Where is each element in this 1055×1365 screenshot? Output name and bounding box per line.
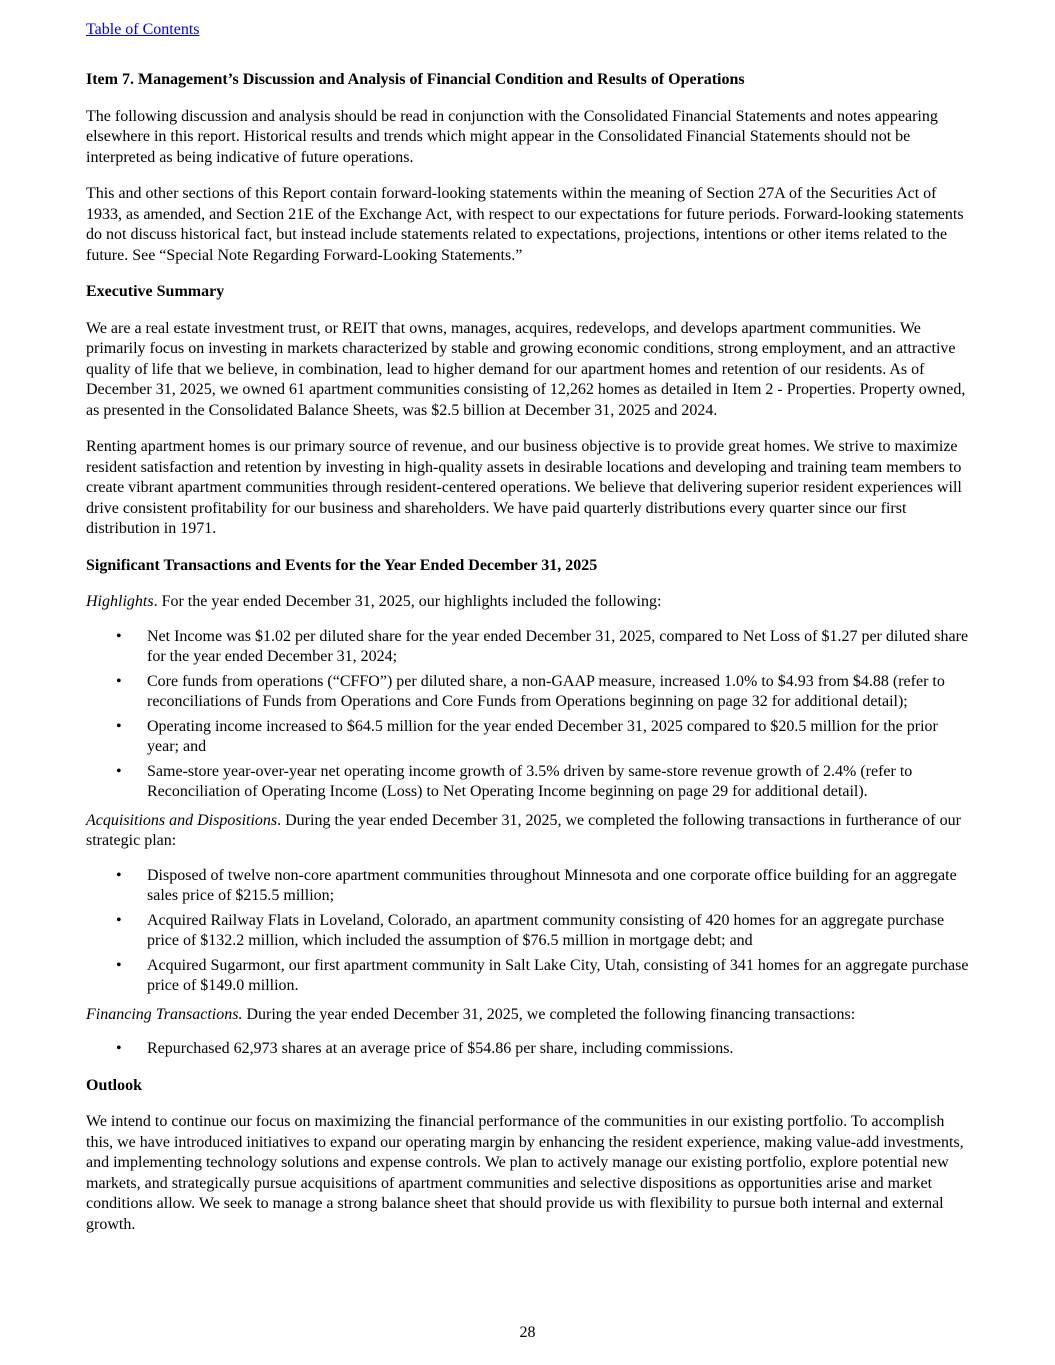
- list-item: [86, 1039, 970, 1060]
- acquisitions-intro-text: . During the year ended December 31, 2025, we completed the following transactions in furtherance of our strategic plan:: [86, 811, 961, 849]
- acquisitions-intro: [86, 811, 970, 852]
- financing-intro: [86, 1005, 970, 1026]
- page-content: [86, 70, 970, 1251]
- financing-list: [86, 1039, 970, 1060]
- list-item-text: Core funds from operations (“CFFO”) per diluted share, a non-GAAP measure, increased 1.0% to $4.93 from $4.88 (refer to reconciliations of Funds from Operations and Core Funds from Operations beginning on page 32 for additional detail);: [147, 672, 945, 710]
- list-item-text: Operating income increased to $64.5 million for the year ended December 31, 2025 compared to $20.5 million for the prior year; and: [147, 717, 938, 755]
- acquisitions-list: [86, 866, 970, 997]
- highlights-list: [86, 627, 970, 803]
- list-item-text: Repurchased 62,973 shares at an average price of $54.86 per share, including commissions.: [147, 1040, 734, 1057]
- significant-transactions-heading: Significant Transactions and Events for the Year Ended December 31, 2025: [86, 556, 598, 574]
- item7-intro-paragraph: The following discussion and analysis should be read in conjunction with the Consolidated Financial Statements and notes appearing elsewhere in this report. Historical results and trends which might appear in the Consolidated Financial Statements should not be interpreted as being indicative of future operations.: [86, 107, 938, 166]
- highlights-intro-text: . For the year ended December 31, 2025, our highlights included the following:: [153, 593, 662, 610]
- executive-summary-heading: Executive Summary: [86, 283, 225, 300]
- list-item-text: Acquired Sugarmont, our first apartment community in Salt Lake City, Utah, consisting of 341 homes for an aggregate purchase price of $149.0 million.: [147, 956, 969, 994]
- list-item: [86, 672, 970, 713]
- bullet-icon: •: [116, 911, 122, 929]
- executive-summary-paragraph-1: We are a real estate investment trust, or REIT that owns, manages, acquires, redevelops, and develops apartment communities. We primarily focus on investing in markets characterized by stable and growing economic conditions, strong employment, and an attractive quality of life that we believe, in combination, lead to higher demand for our apartment homes and retention of our residents. As of December 31, 2025, we owned 61 apartment communities consisting of 12,262 homes as detailed in Item 2 - Properties. Property owned, as presented in the Consolidated Balance Sheets, was $2.5 billion at December 31, 2025 and 2024.: [86, 319, 966, 419]
- bullet-icon: •: [116, 1040, 122, 1057]
- page-number: 28: [519, 1324, 536, 1341]
- list-item: [86, 866, 970, 907]
- financing-intro-text: During the year ended December 31, 2025, we completed the following financing transactions:: [242, 1005, 856, 1023]
- acquisitions-label: Acquisitions and Dispositions: [86, 811, 278, 829]
- list-item: [86, 911, 970, 952]
- list-item-text: Net Income was $1.02 per diluted share for the year ended December 31, 2025, compared to Net Loss of $1.27 per diluted share for the year ended December 31, 2024;: [147, 627, 969, 665]
- highlights-intro: [86, 592, 970, 613]
- executive-summary-paragraph-2: Renting apartment homes is our primary source of revenue, and our business objective is to provide great homes. We strive to maximize resident satisfaction and retention by investing in high-quality assets in desirable locations and developing and training team members to create vibrant apartment communities through resident-centered operations. We believe that delivering superior resident experiences will drive consistent profitability for our business and shareholders. We have paid quarterly distributions every quarter since our first distribution in 1971.: [86, 438, 962, 537]
- forward-looking-paragraph: This and other sections of this Report contain forward-looking statements within the meaning of Section 27A of the Securities Act of 1933, as amended, and Section 21E of the Exchange Act, with respect to our expectations for future periods. Forward-looking statements do not discuss historical fact, but instead include statements related to expectations, projections, intentions or other items related to the future. See “Special Note Regarding Forward-Looking Statements.”: [86, 185, 964, 264]
- bullet-icon: •: [116, 672, 122, 690]
- outlook-heading: Outlook: [86, 1076, 143, 1094]
- list-item: [86, 717, 970, 758]
- bullet-icon: •: [116, 762, 122, 780]
- bullet-icon: •: [116, 627, 122, 645]
- list-item: [86, 627, 970, 668]
- list-item-text: Disposed of twelve non-core apartment communities throughout Minnesota and one corporate office building for an aggregate sales price of $215.5 million;: [147, 866, 957, 904]
- list-item-text: Same-store year-over-year net operating income growth of 3.5% driven by same-store revenue growth of 2.4% (refer to Reconciliation of Operating Income (Loss) to Net Operating Income beginning on page 29 for additional detail).: [147, 762, 913, 800]
- highlights-label: Highlights: [86, 593, 154, 610]
- financing-label: Financing Transactions.: [86, 1005, 243, 1023]
- bullet-icon: •: [116, 717, 122, 735]
- list-item-text: Acquired Railway Flats in Loveland, Colorado, an apartment community consisting of 420 homes for an aggregate purchase price of $132.2 million, which included the assumption of $76.5 million in mortgage debt; and: [147, 911, 945, 949]
- list-item: [86, 956, 970, 997]
- item7-heading: Item 7. Management’s Discussion and Analysis of Financial Condition and Results of Operations: [86, 71, 745, 88]
- list-item: [86, 762, 970, 803]
- bullet-icon: •: [116, 866, 122, 884]
- table-of-contents-link[interactable]: Table of Contents: [86, 21, 200, 38]
- bullet-icon: •: [116, 956, 122, 974]
- outlook-paragraph: We intend to continue our focus on maximizing the financial performance of the communities in our existing portfolio. To accomplish this, we have introduced initiatives to expand our operating margin by enhancing the resident experience, making value-add investments, and implementing technology solutions and expense controls. We plan to actively manage our existing portfolio, explore potential new markets, and strategically pursue acquisitions of apartment communities and selective dispositions as opportunities arise and market conditions allow. We seek to manage a strong balance sheet that should provide us with flexibility to pursue both internal and external growth.: [86, 1113, 964, 1233]
